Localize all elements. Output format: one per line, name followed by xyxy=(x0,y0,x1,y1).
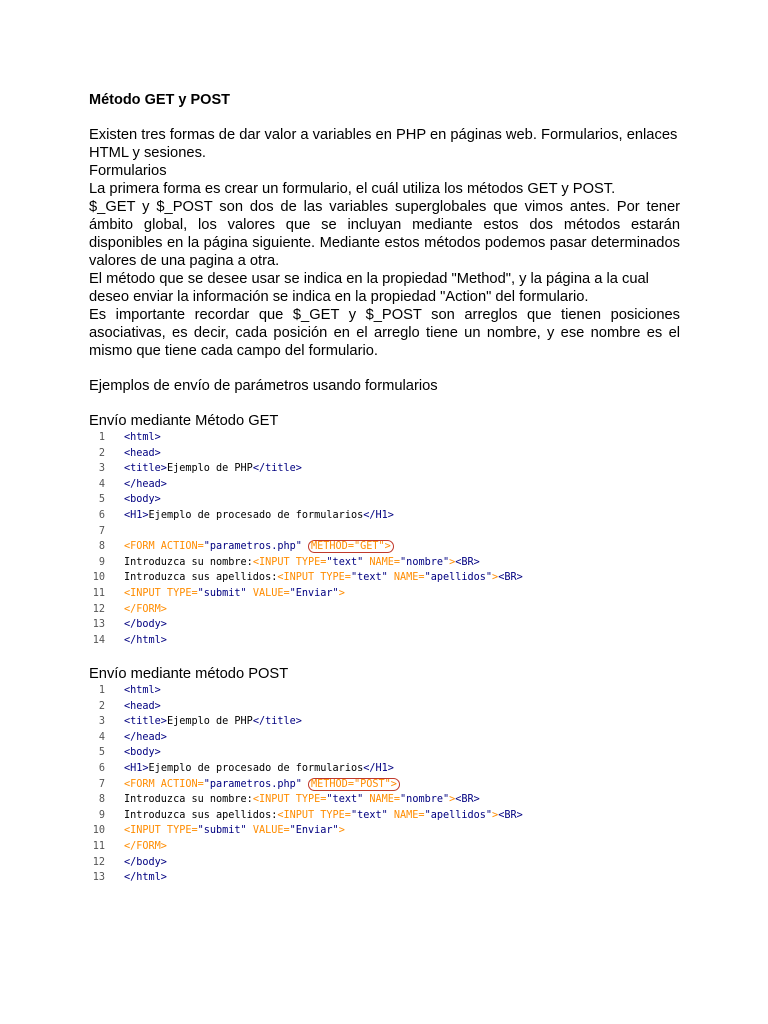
code-line xyxy=(88,714,302,730)
code-text xyxy=(124,633,167,649)
code-token: "Enviar" xyxy=(289,825,339,837)
code-line xyxy=(88,508,394,524)
code-line xyxy=(88,823,345,839)
code-text xyxy=(124,617,167,633)
code-token: <BR> xyxy=(455,794,480,806)
code-text xyxy=(124,730,167,746)
code-text xyxy=(124,714,302,730)
code-text xyxy=(124,539,394,555)
code-line xyxy=(88,761,394,777)
code-token: "nombre" xyxy=(400,556,450,568)
code-line xyxy=(88,808,523,824)
line-number: 4 xyxy=(98,478,105,490)
code-line xyxy=(88,730,167,746)
code-text xyxy=(124,430,161,446)
paragraph-arrays: Es importante recordar que $_GET y $_POST son arreglos que tienen posiciones asociativas, es decir, cada posición en el arreglo tiene un nombre, y ese nombre es el mismo que tiene cada campo del formulario. xyxy=(89,307,680,359)
code-token: <H1> xyxy=(124,509,149,521)
code-token: Introduzca su nombre: xyxy=(124,556,253,568)
get-code-block xyxy=(88,430,523,648)
post-code-block xyxy=(88,683,523,886)
line-number: 10 xyxy=(92,572,105,584)
line-number: 3 xyxy=(98,463,105,475)
line-number: 10 xyxy=(92,825,105,837)
code-line xyxy=(88,683,161,699)
code-token: <FORM ACTION= xyxy=(124,541,204,553)
code-text xyxy=(124,855,167,871)
code-token: <FORM ACTION= xyxy=(124,778,204,790)
code-token: <BR> xyxy=(455,556,480,568)
code-token: VALUE= xyxy=(246,825,290,837)
code-token: "submit" xyxy=(197,587,247,599)
code-token: NAME= xyxy=(387,572,425,584)
code-text xyxy=(124,808,523,824)
code-text xyxy=(124,823,345,839)
line-number: 5 xyxy=(98,494,105,506)
line-number: 5 xyxy=(98,747,105,759)
code-line xyxy=(88,539,391,555)
code-token: <BR> xyxy=(498,809,523,821)
method-highlight: METHOD="GET"> xyxy=(308,540,394,553)
code-line xyxy=(88,570,523,586)
line-number: 6 xyxy=(98,762,105,774)
code-token: </html> xyxy=(124,634,167,646)
code-token: Introduzca sus apellidos: xyxy=(124,572,278,584)
paragraph-intro: Existen tres formas de dar valor a variables en PHP en páginas web. Formularios, enlaces HTML y sesiones. xyxy=(89,127,678,161)
code-token: <INPUT TYPE= xyxy=(277,572,351,584)
code-text xyxy=(124,555,480,571)
code-token: "apellidos" xyxy=(424,809,493,821)
code-token: VALUE= xyxy=(246,587,290,599)
line-number: 6 xyxy=(98,509,105,521)
code-token: > xyxy=(449,556,456,568)
code-token: "parametros.php" xyxy=(203,778,302,790)
code-token: > xyxy=(338,587,345,599)
paragraph-superglobals: $_GET y $_POST son dos de las variables superglobales que vimos antes. Por tener ámbito global, los valores que se incluyan mediante estos dos métodos estarán disponibles en la página siguiente. Mediante estos métodos podemos pasar determinados valores de una pagina a otra. xyxy=(89,199,680,269)
code-text xyxy=(124,586,345,602)
code-text xyxy=(124,492,161,508)
paragraph-formularios-heading: Formularios xyxy=(89,163,167,179)
code-line xyxy=(88,524,105,540)
code-token: </head> xyxy=(124,731,167,743)
code-token: > xyxy=(492,809,499,821)
code-token: "parametros.php" xyxy=(203,541,302,553)
code-token: <head> xyxy=(124,700,161,712)
code-token: "text" xyxy=(350,572,388,584)
code-token: </H1> xyxy=(363,762,394,774)
code-token: <INPUT TYPE= xyxy=(124,825,198,837)
code-token: Introduzca sus apellidos: xyxy=(124,809,278,821)
code-text xyxy=(124,570,523,586)
code-line xyxy=(88,446,161,462)
code-text xyxy=(124,745,161,761)
code-token: "Enviar" xyxy=(289,587,339,599)
code-token: Ejemplo de PHP xyxy=(166,463,253,475)
code-token: Ejemplo de procesado de formularios xyxy=(148,509,364,521)
code-token: NAME= xyxy=(363,794,401,806)
code-line xyxy=(88,777,397,793)
paragraph-method-action: El método que se desee usar se indica en la propiedad "Method", y la página a la cual deseo enviar la información se indica en la propiedad "Action" del formulario. xyxy=(89,271,649,305)
code-line xyxy=(88,617,167,633)
line-number: 11 xyxy=(92,587,105,599)
code-token: > xyxy=(338,825,345,837)
code-token: "submit" xyxy=(197,825,247,837)
code-text xyxy=(124,839,167,855)
code-token: </html> xyxy=(124,872,167,884)
line-number: 13 xyxy=(92,872,105,884)
code-token: <body> xyxy=(124,494,161,506)
line-number: 9 xyxy=(98,809,105,821)
line-number: 7 xyxy=(98,525,105,537)
code-token: "nombre" xyxy=(400,794,450,806)
line-number: 9 xyxy=(98,556,105,568)
line-number: 8 xyxy=(98,541,105,553)
line-number: 1 xyxy=(98,685,105,696)
post-heading: Envío mediante método POST xyxy=(89,666,289,682)
code-text xyxy=(124,508,394,524)
code-text xyxy=(124,446,161,462)
line-number: 1 xyxy=(98,432,105,443)
code-text xyxy=(124,477,167,493)
code-token: > xyxy=(449,794,456,806)
code-token: <title> xyxy=(124,716,167,728)
method-highlight: METHOD="POST"> xyxy=(308,778,400,791)
code-line xyxy=(88,555,480,571)
code-token: <H1> xyxy=(124,762,149,774)
code-token: Introduzca su nombre: xyxy=(124,794,253,806)
line-number: 4 xyxy=(98,731,105,743)
code-token: <BR> xyxy=(498,572,523,584)
code-token: <html> xyxy=(124,432,161,443)
code-token: Ejemplo de procesado de formularios xyxy=(148,762,364,774)
code-line xyxy=(88,745,161,761)
line-number: 12 xyxy=(92,856,105,868)
intro-text xyxy=(89,126,680,360)
line-number: 2 xyxy=(98,447,105,459)
code-line xyxy=(88,430,161,446)
code-token: <INPUT TYPE= xyxy=(252,556,327,568)
code-token: NAME= xyxy=(387,809,425,821)
line-number: 13 xyxy=(92,619,105,631)
code-line xyxy=(88,792,480,808)
code-text xyxy=(124,792,480,808)
code-text xyxy=(124,683,161,699)
code-text xyxy=(124,461,302,477)
code-token: <body> xyxy=(124,747,161,759)
examples-heading: Ejemplos de envío de parámetros usando formularios xyxy=(89,378,438,394)
code-line xyxy=(88,699,161,715)
code-text xyxy=(124,761,394,777)
code-token: <INPUT TYPE= xyxy=(277,809,351,821)
code-text xyxy=(124,699,161,715)
code-token: "text" xyxy=(326,556,364,568)
code-line xyxy=(88,602,167,618)
line-number: 8 xyxy=(98,794,105,806)
code-line xyxy=(88,633,167,649)
code-token: <head> xyxy=(124,447,161,459)
code-token: "text" xyxy=(350,809,388,821)
code-line xyxy=(88,586,345,602)
code-token: </body> xyxy=(124,619,167,631)
page-title: Método GET y POST xyxy=(89,92,230,108)
code-token: NAME= xyxy=(363,556,401,568)
line-number: 14 xyxy=(92,634,105,646)
code-token: Ejemplo de PHP xyxy=(166,716,253,728)
code-token: </FORM> xyxy=(124,840,167,852)
code-text xyxy=(124,777,400,793)
code-line xyxy=(88,492,161,508)
code-token: </body> xyxy=(124,856,167,868)
code-line xyxy=(88,461,302,477)
code-token: </title> xyxy=(252,716,302,728)
code-text xyxy=(124,602,167,618)
code-line xyxy=(88,477,167,493)
code-token: </H1> xyxy=(363,509,394,521)
paragraph-first-form: La primera forma es crear un formulario, el cuál utiliza los métodos GET y POST. xyxy=(89,181,616,197)
line-number: 11 xyxy=(92,840,105,852)
code-line xyxy=(88,855,167,871)
code-text xyxy=(124,870,167,886)
code-token: </head> xyxy=(124,478,167,490)
code-token: <title> xyxy=(124,463,167,475)
code-line xyxy=(88,839,167,855)
code-token: </title> xyxy=(252,463,302,475)
line-number: 12 xyxy=(92,603,105,615)
code-line xyxy=(88,870,167,886)
line-number: 3 xyxy=(98,716,105,728)
code-token: <html> xyxy=(124,685,161,696)
line-number: 2 xyxy=(98,700,105,712)
code-token: "text" xyxy=(326,794,364,806)
code-token: <INPUT TYPE= xyxy=(252,794,327,806)
line-number: 7 xyxy=(98,778,105,790)
code-token: </FORM> xyxy=(124,603,167,615)
code-token: "apellidos" xyxy=(424,572,493,584)
code-token: > xyxy=(492,572,499,584)
get-heading: Envío mediante Método GET xyxy=(89,413,279,429)
code-token: <INPUT TYPE= xyxy=(124,587,198,599)
